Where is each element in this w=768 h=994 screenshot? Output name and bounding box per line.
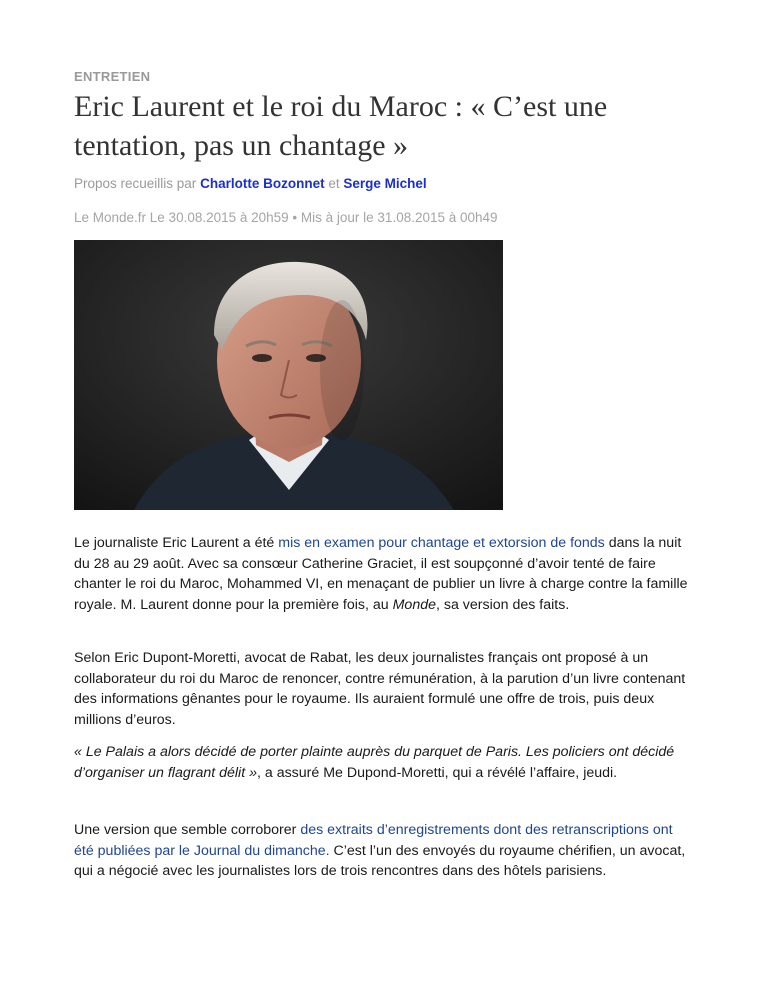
author-link-charlotte-bozonnet[interactable]: Charlotte Bozonnet [200, 176, 325, 191]
byline [74, 176, 427, 191]
article-title: Eric Laurent et le roi du Maroc : « C’est une tentation, pas un chantage » [74, 90, 608, 162]
article-photo [74, 240, 503, 510]
link-extraits-enregistrements[interactable]: des extraits d’enregistrements dont des retranscriptions ont été publiées par le Journal du dimanche. [74, 822, 673, 859]
paragraph-1 [74, 533, 694, 615]
paragraph-4-text-end: C’est l’un des envoyés du royaume chérifien, un avocat, qui a négocié avec les journalistes lors de trois rencontres dans des hôtels parisiens. [74, 842, 686, 879]
link-mis-en-examen[interactable]: mis en examen pour chantage et extorsion de fonds [278, 535, 605, 551]
article-kicker: ENTRETIEN [74, 69, 151, 84]
portrait-photo-illustration [74, 240, 503, 510]
author-link-serge-michel[interactable]: Serge Michel [343, 176, 427, 191]
paragraph-4 [74, 820, 694, 882]
paragraph-1-text-middle: dans la nuit du 28 au 29 août. Avec sa consœur Catherine Graciet, il est soupçonné d’avoir tenté de faire chanter le roi du Maroc, Mohammed VI, en menaçant de publier un livre à charge contre la famille royale. M. Laurent donne pour la première fois, au [74, 535, 688, 613]
paragraph-1-italic-monde: Monde [392, 596, 436, 613]
paragraph-4-text-start: Une version que semble corroborer [74, 822, 301, 838]
paragraph-2: Selon Eric Dupont-Moretti, avocat de Rabat, les deux journalistes français ont proposé à un collaborateur du roi du Maroc de renoncer, contre rémunération, à la parution d’un livre contenant des informations gênantes pour le royaume. Ils auraient formulé une offre de trois, puis deux millions d’euros. [74, 650, 686, 728]
byline-prefix: Propos recueillis par [74, 176, 197, 191]
paragraph-3 [74, 742, 694, 783]
byline-conjunction: et [328, 176, 340, 191]
paragraph-1-text-start: Le journaliste Eric Laurent a été [74, 535, 279, 551]
paragraph-1-text-end: , sa version des faits. [436, 596, 570, 613]
dateline: Le Monde.fr Le 30.08.2015 à 20h59 • Mis à jour le 31.08.2015 à 00h49 [74, 210, 498, 225]
paragraph-3-text: , a assuré Me Dupond-Moretti, qui a révélé l’affaire, jeudi. [256, 764, 618, 781]
paragraph-3-quote: « Le Palais a alors décidé de porter plainte auprès du parquet de Paris. Les policiers ont décidé d’organiser un flagrant délit » [74, 744, 675, 781]
